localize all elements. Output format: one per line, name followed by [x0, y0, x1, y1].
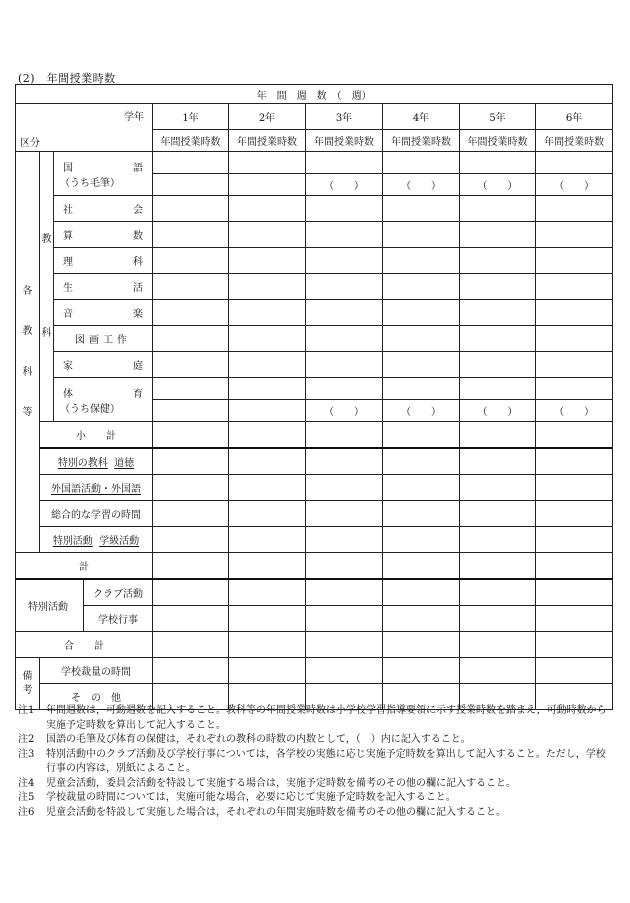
cell[interactable] — [536, 196, 613, 222]
cell[interactable] — [153, 174, 229, 196]
note-4: 注4 児童会活動，委員会活動を特設して実施する場合は，実施予定時数を備考のその他の欄に記入すること。 — [18, 777, 516, 789]
subject-seikatsu: 生 活 — [54, 274, 153, 300]
subject-kokugo: 国 語 （うち毛筆） — [54, 152, 153, 196]
cell[interactable] — [229, 475, 306, 501]
cell[interactable] — [460, 632, 536, 658]
note-5: 注5 学校裁量の時間については，実施可能な場合，必要に応じて実施予定時数を記入すること。 — [18, 792, 456, 803]
cell[interactable] — [383, 378, 460, 400]
col-sub-1: 年間授業時数 — [153, 130, 229, 152]
cell[interactable] — [536, 352, 613, 378]
cell[interactable] — [229, 400, 306, 422]
cell[interactable] — [306, 326, 383, 352]
cell[interactable] — [460, 222, 536, 248]
cell[interactable] — [153, 248, 229, 274]
cell[interactable] — [536, 658, 613, 684]
grade-header-1: 1年 — [153, 104, 229, 130]
subject-katei: 家 庭 — [54, 352, 153, 378]
col-sub-3: 年間授業時数 — [306, 130, 383, 152]
cell[interactable] — [153, 400, 229, 422]
cell[interactable] — [536, 448, 613, 475]
corner-kubun-label: 区分 — [20, 138, 40, 149]
grade-header-3: 3年 — [306, 104, 383, 130]
cell[interactable] — [306, 222, 383, 248]
cell[interactable] — [536, 422, 613, 449]
grade-header-4: 4年 — [383, 104, 460, 130]
cell[interactable] — [306, 553, 383, 580]
cell[interactable] — [229, 326, 306, 352]
cell[interactable] — [383, 606, 460, 632]
cell[interactable] — [383, 475, 460, 501]
col-sub-4: 年間授業時数 — [383, 130, 460, 152]
paren-cell[interactable]: （ ） — [383, 400, 460, 422]
cell[interactable] — [153, 152, 229, 174]
grand-total-label: 合 計 — [16, 632, 153, 658]
cell[interactable] — [306, 378, 383, 400]
subject-rika: 理 科 — [54, 248, 153, 274]
paren-cell[interactable]: （ ） — [460, 174, 536, 196]
cell[interactable] — [536, 553, 613, 580]
cell[interactable] — [383, 248, 460, 274]
cell[interactable] — [153, 422, 229, 449]
cell[interactable] — [383, 222, 460, 248]
tokkatsu-gakkyu-label: 特別活動 学級活動 — [40, 527, 153, 553]
cell[interactable] — [536, 326, 613, 352]
group-kyoka-label: 教 科 — [40, 152, 54, 422]
cell[interactable] — [306, 274, 383, 300]
cell[interactable] — [536, 248, 613, 274]
cell[interactable] — [383, 352, 460, 378]
cell[interactable] — [229, 274, 306, 300]
weeks-header: 年 間 週 数 （ 週） — [16, 85, 613, 104]
cell[interactable] — [306, 632, 383, 658]
cell[interactable] — [229, 527, 306, 553]
tokubetsu-kyoka-dotoku-label: 特別の教科 道徳 — [40, 448, 153, 475]
cell[interactable] — [153, 579, 229, 606]
grade-header-5: 5年 — [460, 104, 536, 130]
cell[interactable] — [229, 579, 306, 606]
cell[interactable] — [306, 422, 383, 449]
cell[interactable] — [229, 501, 306, 527]
cell[interactable] — [306, 475, 383, 501]
gakko-gyoji-label: 学校行事 — [84, 606, 153, 632]
cell[interactable] — [460, 553, 536, 580]
group-kakukyoka-label: 各 教 科 等 — [16, 152, 40, 553]
cell[interactable] — [229, 448, 306, 475]
cell[interactable] — [536, 527, 613, 553]
tokkatsu-group-label: 特別活動 — [16, 579, 84, 632]
cell[interactable] — [536, 579, 613, 606]
cell[interactable] — [229, 222, 306, 248]
cell[interactable] — [460, 422, 536, 449]
note-2: 注2 国語の毛筆及び体育の保健は，それぞれの教科の時数の内数として，（ ）内に記入すること。 — [18, 734, 471, 745]
cell[interactable] — [153, 658, 229, 684]
note-3: 注3 特別活動中のクラブ活動及び学校行事については，各学校の実態に応じ実施予定時数を算出して記入すること。ただし，学校行事の内容は，別紙によること。 — [18, 748, 606, 774]
cell[interactable] — [229, 196, 306, 222]
cell[interactable] — [153, 196, 229, 222]
cell[interactable] — [536, 378, 613, 400]
cell[interactable] — [229, 606, 306, 632]
cell[interactable] — [536, 501, 613, 527]
cell[interactable] — [536, 632, 613, 658]
cell[interactable] — [536, 222, 613, 248]
biko-label: 備 考 — [16, 658, 40, 710]
cell[interactable] — [153, 378, 229, 400]
cell[interactable] — [383, 553, 460, 580]
cell[interactable] — [536, 300, 613, 326]
cell[interactable] — [383, 326, 460, 352]
cell[interactable] — [536, 475, 613, 501]
cell[interactable] — [153, 352, 229, 378]
cell[interactable] — [229, 174, 306, 196]
cell[interactable] — [229, 553, 306, 580]
paren-cell[interactable]: （ ） — [383, 174, 460, 196]
subject-zuga: 図画工作 — [54, 326, 153, 352]
cell[interactable] — [153, 527, 229, 553]
cell[interactable] — [536, 152, 613, 174]
subject-ongaku: 音 楽 — [54, 300, 153, 326]
cell[interactable] — [306, 606, 383, 632]
cell[interactable] — [229, 632, 306, 658]
cell[interactable] — [153, 475, 229, 501]
cell[interactable] — [460, 378, 536, 400]
cell[interactable] — [306, 352, 383, 378]
cell[interactable] — [536, 606, 613, 632]
cell[interactable] — [306, 501, 383, 527]
cell[interactable] — [229, 248, 306, 274]
cell[interactable] — [306, 196, 383, 222]
cell[interactable] — [229, 152, 306, 174]
cell[interactable] — [460, 606, 536, 632]
grade-header-2: 2年 — [229, 104, 306, 130]
sairyo-label: 学校裁量の時間 — [40, 658, 153, 684]
cell[interactable] — [383, 501, 460, 527]
cell[interactable] — [153, 222, 229, 248]
col-sub-6: 年間授業時数 — [536, 130, 613, 152]
cell[interactable] — [229, 422, 306, 449]
cell[interactable] — [383, 274, 460, 300]
cell[interactable] — [460, 448, 536, 475]
cell[interactable] — [229, 300, 306, 326]
total-label: 計 — [16, 553, 153, 580]
cell[interactable] — [460, 475, 536, 501]
cell[interactable] — [306, 152, 383, 174]
notes-section — [18, 704, 614, 820]
cell[interactable] — [153, 606, 229, 632]
sonota-label: そ の 他 — [40, 684, 153, 710]
cell[interactable] — [153, 553, 229, 580]
cell[interactable] — [383, 422, 460, 449]
col-sub-2: 年間授業時数 — [229, 130, 306, 152]
cell[interactable] — [153, 274, 229, 300]
club-label: クラブ活動 — [84, 579, 153, 606]
paren-cell[interactable]: （ ） — [536, 174, 613, 196]
col-sub-5: 年間授業時数 — [460, 130, 536, 152]
cell[interactable] — [460, 326, 536, 352]
cell[interactable] — [153, 448, 229, 475]
cell[interactable] — [306, 527, 383, 553]
cell[interactable] — [460, 352, 536, 378]
cell[interactable] — [153, 326, 229, 352]
cell[interactable] — [460, 300, 536, 326]
cell[interactable] — [153, 300, 229, 326]
corner-grade-label: 学年 — [124, 112, 144, 123]
cell[interactable] — [460, 527, 536, 553]
paren-cell[interactable]: （ ） — [536, 400, 613, 422]
cell[interactable] — [229, 352, 306, 378]
sogo-label: 総合的な学習の時間 — [40, 501, 153, 527]
cell[interactable] — [229, 378, 306, 400]
note-1: 注1 年間週数は，可動週数を記入すること。教科等の年間授業時数は小学校学習指導要領に示す授業時数を踏まえ，可動時数から実施予定時数を算出して記入すること。 — [18, 705, 607, 731]
cell[interactable] — [460, 196, 536, 222]
cell[interactable] — [306, 579, 383, 606]
cell[interactable] — [460, 274, 536, 300]
cell[interactable] — [383, 579, 460, 606]
cell[interactable] — [383, 300, 460, 326]
subject-sansu: 算 数 — [54, 222, 153, 248]
cell[interactable] — [229, 658, 306, 684]
cell[interactable] — [383, 448, 460, 475]
cell[interactable] — [306, 448, 383, 475]
cell[interactable] — [536, 274, 613, 300]
cell[interactable] — [383, 196, 460, 222]
annual-hours-table — [15, 84, 613, 710]
paren-cell[interactable]: （ ） — [306, 174, 383, 196]
cell[interactable] — [460, 579, 536, 606]
cell[interactable] — [383, 658, 460, 684]
cell[interactable] — [460, 658, 536, 684]
cell[interactable] — [460, 152, 536, 174]
cell[interactable] — [306, 248, 383, 274]
corner-cell — [16, 104, 153, 152]
note-6: 注6 児童会活動を特設して実施した場合は，それぞれの年間実施時数を備考のその他の欄に記入すること。 — [18, 806, 506, 818]
cell[interactable] — [153, 501, 229, 527]
subtotal-label: 小 計 — [40, 422, 153, 449]
grade-header-6: 6年 — [536, 104, 613, 130]
cell[interactable] — [383, 152, 460, 174]
subject-shakai: 社 会 — [54, 196, 153, 222]
cell[interactable] — [383, 527, 460, 553]
gaikokugo-label: 外国語活動・外国語 — [40, 475, 153, 501]
paren-cell[interactable]: （ ） — [460, 400, 536, 422]
cell[interactable] — [153, 632, 229, 658]
cell[interactable] — [460, 501, 536, 527]
cell[interactable] — [383, 632, 460, 658]
section-heading: (2) 年間授業時数 — [18, 72, 116, 85]
cell[interactable] — [460, 248, 536, 274]
paren-cell[interactable]: （ ） — [306, 400, 383, 422]
cell[interactable] — [306, 658, 383, 684]
cell[interactable] — [306, 300, 383, 326]
subject-taiiku: 体 育 （うち保健） — [54, 378, 153, 422]
